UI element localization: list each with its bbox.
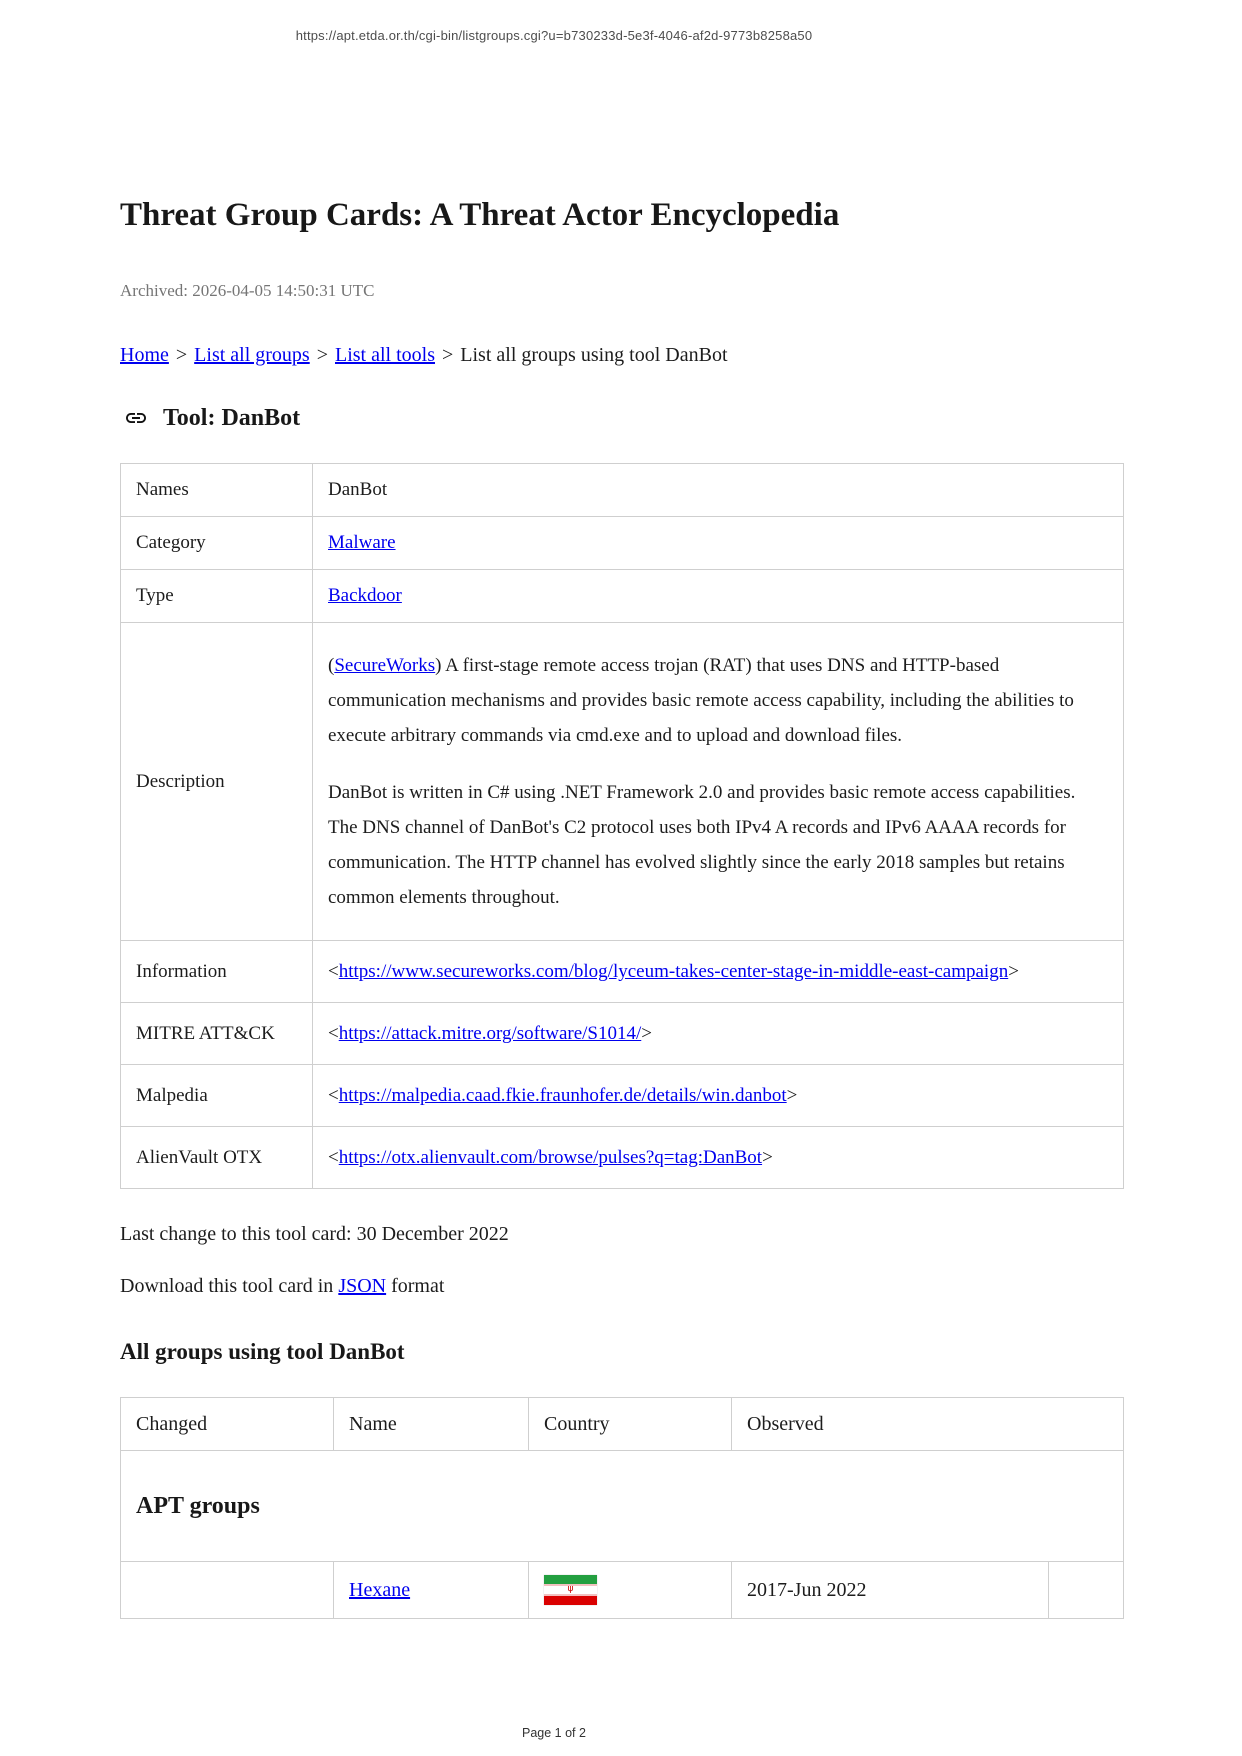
download-note: Download this tool card in JSON format xyxy=(120,1275,445,1297)
groups-table xyxy=(120,1397,1124,1619)
secureworks-link[interactable]: SecureWorks xyxy=(334,655,436,676)
apt-groups-section-row xyxy=(121,1451,1124,1562)
column-header-name: Name xyxy=(334,1398,529,1451)
apt-groups-section-cell xyxy=(121,1451,1124,1562)
page-title: Threat Group Cards: A Threat Actor Encyclopedia xyxy=(120,197,840,233)
browser-print-url: https://apt.etda.or.th/cgi-bin/listgroups.cgi?u=b730233d-5e3f-4046-af2d-9773b8258a50 xyxy=(295,28,813,43)
groups-section-heading: All groups using tool DanBot xyxy=(120,1339,405,1364)
table-row xyxy=(121,1003,1124,1065)
malpedia-link[interactable]: https://malpedia.caad.fkie.fraunhofer.de/details/win.danbot xyxy=(338,1085,787,1106)
type-value-cell xyxy=(313,570,1124,623)
link-icon[interactable] xyxy=(120,406,152,430)
table-row xyxy=(121,464,1124,517)
table-row xyxy=(121,570,1124,623)
description-paragraph-2: DanBot is written in C# using .NET Framework 2.0 and provides basic remote access capabilities. The DNS channel of DanBot's C2 protocol uses both IPv4 A records and IPv6 AAAA records for communication. The HTTP channel has evolved slightly since the early 2018 samples but retains common elements throughout. xyxy=(328,782,1076,908)
malpedia-value-cell: <https://malpedia.caad.fkie.fraunhofer.de/details/win.danbot> xyxy=(313,1065,1124,1127)
hexane-group-link[interactable]: Hexane xyxy=(349,1579,411,1601)
observed-cell: 2017-Jun 2022 xyxy=(732,1562,1049,1619)
breadcrumb-separator: > xyxy=(175,344,188,366)
type-backdoor-link[interactable]: Backdoor xyxy=(328,585,402,606)
alienvault-value-cell: <https://otx.alienvault.com/browse/pulses?q=tag:DanBot> xyxy=(313,1127,1124,1189)
information-value-cell: <https://www.secureworks.com/blog/lyceum-takes-center-stage-in-middle-east-campaign> xyxy=(313,941,1124,1003)
row-label-alienvault: AlienVault OTX xyxy=(121,1127,313,1189)
mitre-attack-link[interactable]: https://attack.mitre.org/software/S1014/ xyxy=(338,1023,642,1044)
row-label-names: Names xyxy=(121,464,313,517)
flag-white-stripe xyxy=(544,1584,597,1596)
breadcrumb-list-all-tools-link[interactable]: List all tools xyxy=(335,344,435,366)
tool-heading-label: Tool: DanBot xyxy=(163,405,301,431)
description-value-cell xyxy=(313,623,1124,941)
table-row xyxy=(121,1065,1124,1127)
breadcrumb-home-link[interactable]: Home xyxy=(120,344,169,366)
empty-trailing-cell xyxy=(1049,1562,1124,1619)
table-row xyxy=(121,941,1124,1003)
changed-cell xyxy=(121,1562,334,1619)
groups-header-row xyxy=(121,1398,1124,1451)
alienvault-otx-link[interactable]: https://otx.alienvault.com/browse/pulses?q=tag:DanBot xyxy=(338,1147,763,1168)
category-malware-link[interactable]: Malware xyxy=(328,532,396,553)
archived-timestamp: Archived: 2026-04-05 14:50:31 UTC xyxy=(120,281,375,300)
names-value: DanBot xyxy=(313,464,1124,517)
json-download-link[interactable]: JSON xyxy=(338,1275,387,1297)
last-change-note: Last change to this tool card: 30 December 2022 xyxy=(120,1223,509,1245)
row-label-description: Description xyxy=(121,623,313,941)
breadcrumb xyxy=(120,342,1123,369)
apt-groups-section-title: APT groups xyxy=(136,1493,260,1519)
mitre-value-cell: <https://attack.mitre.org/software/S1014/> xyxy=(313,1003,1124,1065)
breadcrumb-separator: > xyxy=(316,344,328,366)
table-row xyxy=(121,1562,1124,1619)
name-cell xyxy=(334,1562,529,1619)
tool-heading xyxy=(120,403,1123,433)
row-label-category: Category xyxy=(121,517,313,570)
breadcrumb-separator: > xyxy=(442,344,454,366)
column-header-observed: Observed xyxy=(732,1398,1124,1451)
column-header-country: Country xyxy=(529,1398,732,1451)
table-row xyxy=(121,623,1124,941)
row-label-malpedia: Malpedia xyxy=(121,1065,313,1127)
table-row xyxy=(121,1127,1124,1189)
row-label-information: Information xyxy=(121,941,313,1003)
flag-red-stripe xyxy=(544,1596,597,1605)
flag-green-stripe xyxy=(544,1575,597,1584)
row-label-mitre: MITRE ATT&CK xyxy=(121,1003,313,1065)
page-number: Page 1 of 2 xyxy=(522,1726,586,1740)
table-row xyxy=(121,517,1124,570)
description-paragraph-1: (SecureWorks) A first-stage remote access trojan (RAT) that uses DNS and HTTP-based communication mechanisms and provides basic remote access capability, including the abilities to execute arbitrary commands via cmd.exe and to upload and download files. xyxy=(328,655,1074,746)
breadcrumb-current: List all groups using tool DanBot xyxy=(460,344,728,366)
row-label-type: Type xyxy=(121,570,313,623)
column-header-changed: Changed xyxy=(121,1398,334,1451)
information-secureworks-blog-link[interactable]: https://www.secureworks.com/blog/lyceum-takes-center-stage-in-middle-east-campaign xyxy=(338,961,1009,982)
breadcrumb-list-all-groups-link[interactable]: List all groups xyxy=(194,344,310,366)
tool-card-table xyxy=(120,463,1124,1189)
category-value-cell xyxy=(313,517,1124,570)
country-cell xyxy=(529,1562,732,1619)
iran-flag-icon xyxy=(544,1575,597,1605)
